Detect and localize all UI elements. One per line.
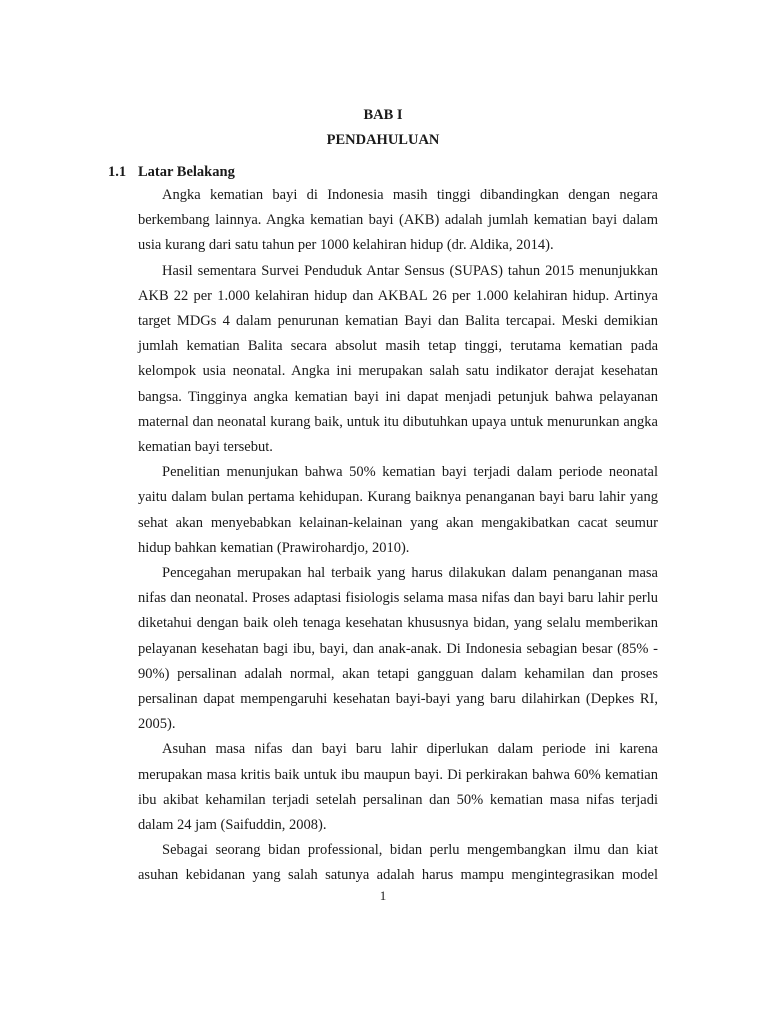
chapter-title: PENDAHULUAN — [326, 132, 440, 148]
paragraph: Asuhan masa nifas dan bayi baru lahir diperlukan dalam periode ini karena merupakan masa kritis baik untuk ibu maupun bayi. Di perkirakan bahwa 60% kematian ibu akibat kehamilan terjadi setelah persalinan dan 50% kematian masa nifas terjadi dalam 24 jam (Saifuddin, 2008). — [138, 741, 658, 834]
paragraph: Penelitian menunjukan bahwa 50% kematian bayi terjadi dalam periode neonatal yaitu dalam bulan pertama kehidupan. Kurang baiknya penanganan bayi baru lahir yang sehat akan menyebabkan kelainan-kelainan yang akan mengakibatkan cacat seumur hidup bahkan kematian (Prawirohardjo, 2010). — [138, 464, 658, 556]
paragraph: Angka kematian bayi di Indonesia masih tinggi dibandingkan dengan negara berkembang lainnya. Angka kematian bayi (AKB) adalah jumlah kematian bayi dalam usia kurang dari satu tahun per 1000 kelahiran hidup (dr. Aldika, 2014). — [138, 187, 658, 254]
paragraph: Sebagai seorang bidan professional, bidan perlu mengembangkan ilmu dan kiat asuhan kebidanan yang salah satunya adalah harus mampu mengintegrasikan model — [138, 842, 658, 884]
chapter-label: BAB I — [363, 107, 403, 123]
paragraph: Pencegahan merupakan hal terbaik yang harus dilakukan dalam penanganan masa nifas dan neonatal. Proses adaptasi fisiologis selama masa nifas dan bayi baru lahir perlu diketahui dengan baik oleh tenaga kesehatan khususnya bidan, yang selalu memberikan pelayanan kesehatan bagi ibu, bayi, dan anak-anak. Di Indonesia sebagian besar (85% - 90%) persalinan adalah normal, akan tetapi gangguan dalam kehamilan dan proses persalinan dapat mempengaruhi kesehatan bayi-bayi yang baru dilahirkan (Depkes RI, 2005). — [138, 565, 658, 733]
page-number: 1 — [379, 888, 387, 903]
section-title: Latar Belakang — [138, 164, 235, 180]
section-heading — [108, 163, 235, 181]
body-text — [138, 183, 658, 889]
paragraph: Hasil sementara Survei Penduduk Antar Sensus (SUPAS) tahun 2015 menunjukkan AKB 22 per 1.000 kelahiran hidup dan AKBAL 26 per 1.000 kelahiran hidup. Artinya target MDGs 4 dalam penurunan kematian Bayi dan Balita tercapai. Meski demikian jumlah kematian Balita secara absolut masih tetap tinggi, terutama kematian pada kelompok usia neonatal. Angka ini merupakan salah satu indikator derajat kesehatan bangsa. Tingginya angka kematian bayi ini dapat menjadi petunjuk bahwa pelayanan maternal dan neonatal kurang baik, untuk itu dibutuhkan upaya untuk menurunkan angka kematian bayi tersebut. — [138, 262, 658, 456]
section-number: 1.1 — [108, 164, 127, 180]
